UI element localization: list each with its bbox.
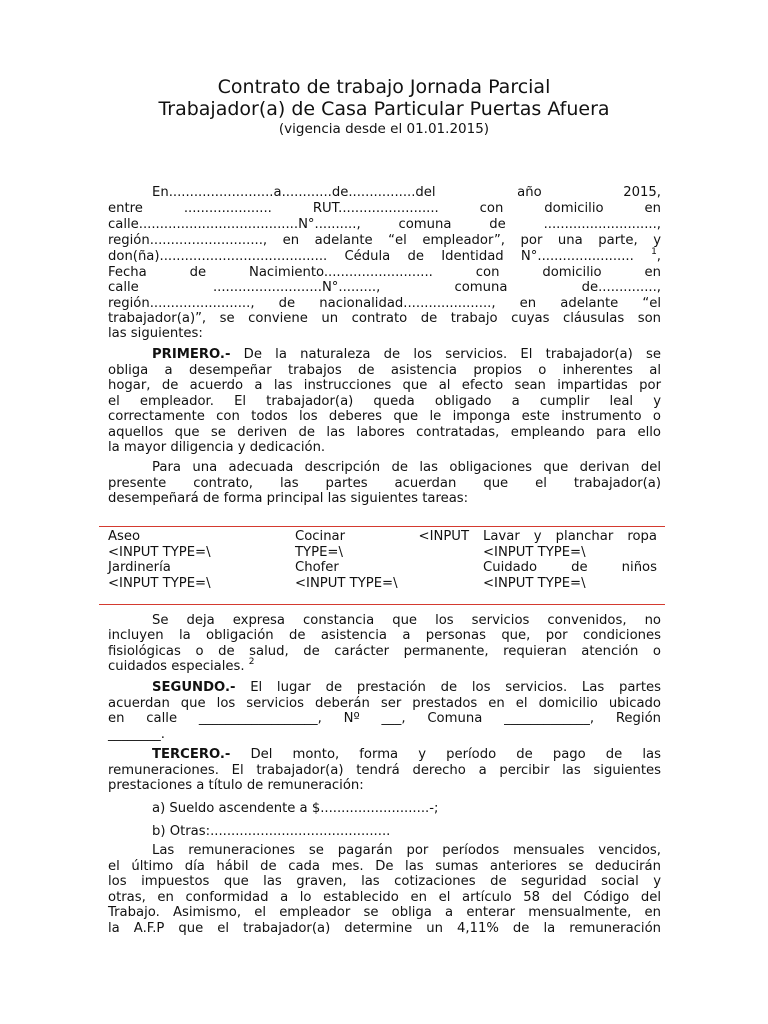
intro-line: Fecha de Nacimiento.......................... con domicilio en <box>108 265 661 280</box>
paragraph-line: otras, en conformidad a lo establecido en el artículo 58 del Código del <box>108 890 661 905</box>
clause-first-text: De la naturaleza de los servicios. El trabajador(a) se <box>230 347 661 362</box>
document-title-line2: Trabajador(a) de Casa Particular Puertas Afuera <box>158 98 610 120</box>
tasks-column-1 <box>108 529 288 591</box>
clause-first-text: Del monto, forma y período de pago de las <box>230 747 661 762</box>
clause-line: el empleador. El trabajador(a) queda obligado a cumplir leal y <box>108 394 661 409</box>
paragraph-line: Trabajo. Asimismo, el empleador se obliga a enterar mensualmente, en <box>108 905 661 920</box>
clause-line: ________. <box>108 727 165 742</box>
item-otras: b) Otras:........................................... <box>152 824 391 839</box>
task-label-lavar: Lavar y planchar ropa <box>483 529 657 544</box>
task-label-jardineria: Jardinería <box>108 560 171 575</box>
clause-line: aquellos que se deriven de las labores contratadas, empleando para ello <box>108 425 661 440</box>
document-subtitle: (vigencia desde el 01.01.2015) <box>278 121 490 137</box>
intro-line: región..........................., en adelante “el empleador”, por una parte, y <box>108 233 661 248</box>
footnote-mark: 2 <box>248 657 255 667</box>
clause-line: correctamente con todos los deberes que le imponga este instrumento o <box>108 409 661 424</box>
paragraph-line: la A.F.P que el trabajador(a) determine un 4,11% de la remuneración <box>108 921 661 936</box>
paragraph-line: incluyen la obligación de asistencia a personas que, por condiciones <box>108 628 661 643</box>
clause-heading: SEGUNDO.- <box>152 680 236 695</box>
intro-line: En.........................a............de................del año 2015, <box>152 185 661 200</box>
intro-line: calle......................................N°.........., comuna de ..........................., <box>108 217 661 232</box>
footnote-mark: 1 <box>651 247 657 257</box>
task-row-cocinar <box>295 529 469 545</box>
clause-line: prestaciones a título de remuneración: <box>108 778 364 793</box>
title-block <box>0 76 768 138</box>
task-input-cocinar[interactable]: <INPUT <box>418 529 469 544</box>
paragraph-line-text: cuidados especiales. <box>108 659 249 674</box>
clause-first-text: El lugar de prestación de los servicios. Las partes <box>235 680 661 695</box>
clause-line: acuerdan que los servicios deberán ser prestados en el domicilio ubicado <box>108 696 661 711</box>
paragraph-line <box>108 659 661 676</box>
clause-heading: PRIMERO.- <box>152 347 231 362</box>
paragraph-line: los impuestos que las graven, las cotizaciones de seguridad social y <box>108 874 661 889</box>
paragraph-line: Para una adecuada descripción de las obligaciones que derivan del <box>152 460 661 475</box>
task-input-aseo[interactable]: <INPUT TYPE=\ <box>108 544 211 560</box>
table-top-rule <box>99 526 665 527</box>
task-label-cuidado-ninos: Cuidado de niños <box>483 560 657 575</box>
intro-line: las siguientes: <box>108 326 203 341</box>
intro-line: entre ..................... RUT........................ con domicilio en <box>108 201 661 216</box>
clause-line: obliga a desempeñar trabajos de asistencia propios o inherentes al <box>108 363 661 378</box>
task-input-jardineria[interactable]: <INPUT TYPE=\ <box>108 575 211 591</box>
clause-heading: TERCERO.- <box>152 747 231 762</box>
task-label-aseo: Aseo <box>108 529 141 544</box>
paragraph-line: desempeñará de forma principal las siguientes tareas: <box>108 491 469 506</box>
clause-line: hogar, de acuerdo a las instrucciones que al efecto sean impartidas por <box>108 378 661 393</box>
clause-line: la mayor diligencia y dedicación. <box>108 440 326 455</box>
document-title-line1: Contrato de trabajo Jornada Parcial <box>217 76 551 98</box>
clause-line: en calle __________________, Nº ___, Comuna _____________, Región <box>108 711 661 726</box>
task-input-cocinar-cont[interactable]: TYPE=\ <box>295 544 343 560</box>
task-input-cuidado-ninos[interactable]: <INPUT TYPE=\ <box>483 575 586 591</box>
table-bottom-rule <box>99 604 665 605</box>
clause-first-line <box>108 680 661 695</box>
paragraph-line: el último día hábil de cada mes. De las sumas anteriores se deducirán <box>108 859 661 874</box>
intro-line: trabajador(a)”, se conviene un contrato de trabajo cuyas cláusulas son <box>108 311 661 326</box>
clause-first-line <box>108 747 661 762</box>
intro-line: calle ..........................N°........., comuna de.............., <box>108 280 661 295</box>
task-input-chofer[interactable]: <INPUT TYPE=\ <box>295 575 398 591</box>
task-input-lavar[interactable]: <INPUT TYPE=\ <box>483 544 586 560</box>
intro-line: don(ña)........................................ Cédula de Identidad N°....................... $^1$, <box>108 247 661 264</box>
item-sueldo: a) Sueldo ascendente a $..........................-; <box>152 801 439 816</box>
paragraph-line: Las remuneraciones se pagarán por períodos mensuales vencidos, <box>152 843 661 858</box>
clause-first-line <box>108 347 661 362</box>
task-label-cocinar: Cocinar <box>295 529 346 544</box>
intro-line-text: don(ña)........................................ Cédula de Identidad N°....................... <box>108 249 652 264</box>
tasks-column-2 <box>295 529 469 591</box>
tasks-column-3 <box>483 529 657 591</box>
paragraph-line: Se deja expresa constancia que los servicios convenidos, no <box>152 613 661 628</box>
task-label-chofer: Chofer <box>295 560 339 575</box>
paragraph-line: presente contrato, las partes acuerdan que el trabajador(a) <box>108 476 661 491</box>
paragraph-line: fisiológicas o de salud, de carácter permanente, requieran atención o <box>108 644 661 659</box>
clause-line: remuneraciones. El trabajador(a) tendrá derecho a percibir las siguientes <box>108 763 661 778</box>
intro-line: región........................, de nacionalidad....................., en adelante “el <box>108 296 661 311</box>
